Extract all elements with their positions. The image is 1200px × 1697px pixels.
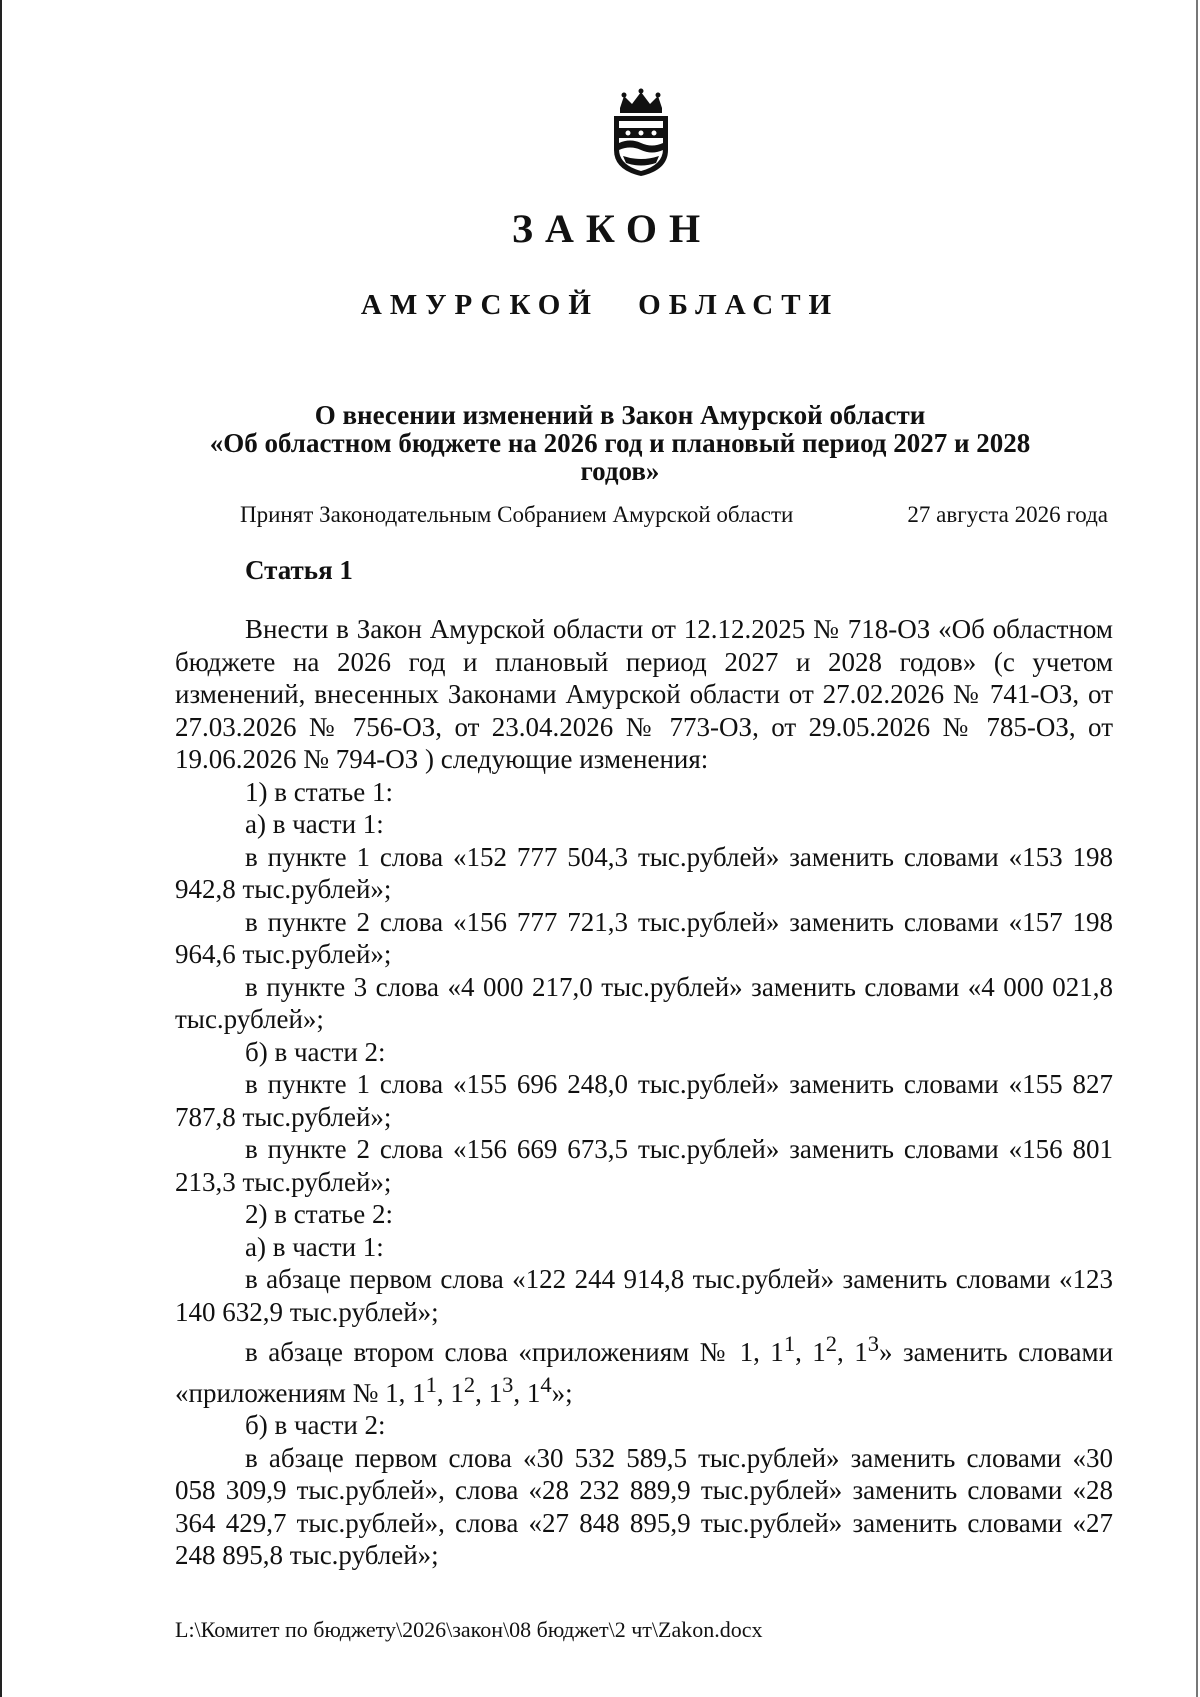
paragraph: в пункте 2 слова «156 669 673,5 тыс.рублей» заменить словами «156 801 213,3 тыс.рублей»; (175, 1134, 1113, 1197)
text-run: , 1 (837, 1337, 868, 1367)
paragraph: в пункте 1 слова «152 777 504,3 тыс.рублей» заменить словами «153 198 942,8 тыс.рублей»; (175, 841, 1113, 904)
superscript: 4 (540, 1371, 552, 1397)
superscript: 3 (502, 1371, 514, 1397)
text-run: в абзаце втором слова «приложениям № 1, 1 (245, 1337, 784, 1367)
paragraph: в пункте 1 слова «155 696 248,0 тыс.рублей» заменить словами «155 827 787,8 тыс.рублей»; (175, 1069, 1113, 1132)
law-title-line: годов» (580, 456, 660, 486)
paragraph: в пункте 3 слова «4 000 217,0 тыс.рублей» заменить словами «4 000 021,8 тыс.рублей»; (175, 971, 1113, 1034)
file-path-footer: L:\Комитет по бюджету\2026\закон\08 бюджет\2 чт\Zakon.docx (175, 1617, 763, 1642)
document-subtitle: АМУРСКОЙ ОБЛАСТИ (360, 289, 840, 321)
law-title (180, 401, 1060, 485)
text-run: »; (551, 1377, 573, 1408)
paragraph: б) в части 2: (245, 1410, 386, 1440)
law-title-line: «Об областном бюджете на 2026 год и плановый период 2027 и 2028 (209, 428, 1031, 458)
paragraph: в пункте 2 слова «156 777 721,3 тыс.рублей» заменить словами «157 198 964,6 тыс.рублей»; (175, 906, 1113, 969)
text-run: , 1 (795, 1337, 826, 1367)
superscript: 3 (867, 1331, 879, 1356)
paragraph: Внести в Закон Амурской области от 12.12.2025 № 718-ОЗ «Об областном бюджете на 2026 год и плановый период 2027 и 2028 годов» (с учетом изменений, внесенных Законами Амурской области от 27.02.2026 № 741-ОЗ, от 27.03.2026 № 756-ОЗ, от 23.04.2026 № 773-ОЗ, от 29.05.2026 № 785-ОЗ, от 19.06.2026 № 794-ОЗ ) следующие изменения: (175, 614, 1113, 774)
paragraph: в абзаце первом слова «30 532 589,5 тыс.рублей» заменить словами «30 058 309,9 тыс.рублей», слова «28 232 889,9 тыс.рублей» заменить словами «28 364 429,7 тыс.рублей», слова «27 848 895,9 тыс.рублей» заменить словами «27 248 895,8 тыс.рублей»; (175, 1442, 1113, 1570)
superscript: 2 (825, 1331, 838, 1356)
law-title-line: О внесении изменений в Закон Амурской области (314, 400, 926, 430)
document-title: ЗАКОН (511, 206, 713, 251)
superscript: 1 (783, 1331, 796, 1356)
paragraph: а) в части 1: (245, 1231, 384, 1262)
paragraph: 1) в статье 1: (245, 776, 393, 807)
adoption-date: 27 августа 2026 года (907, 502, 1108, 527)
text-run: » заменить словами «приложениям № 1, 1 (175, 1337, 1114, 1408)
paragraph: в абзаце первом слова «122 244 914,8 тыс.рублей» заменить словами «123 140 632,9 тыс.рублей»; (175, 1264, 1113, 1327)
coat-of-arms-icon (606, 88, 676, 178)
paragraph-appendix-numbers (175, 1328, 1113, 1409)
scan-edge-left (0, 0, 2, 1697)
scan-edge-right (1196, 0, 1198, 1697)
text-run: , 1 (436, 1377, 464, 1408)
superscript: 2 (463, 1371, 476, 1397)
article-body (175, 613, 1113, 1572)
text-run: , 1 (513, 1377, 541, 1408)
paragraph: 2) в статье 2: (245, 1199, 393, 1229)
paragraph: б) в части 2: (245, 1036, 386, 1067)
paragraph: а) в части 1: (245, 809, 384, 839)
adoption-line (240, 502, 1108, 528)
article-heading: Статья 1 (245, 555, 353, 585)
superscript: 1 (425, 1371, 437, 1397)
text-run: , 1 (475, 1377, 503, 1408)
adopted-by: Принят Законодательным Собранием Амурской области (240, 502, 794, 527)
